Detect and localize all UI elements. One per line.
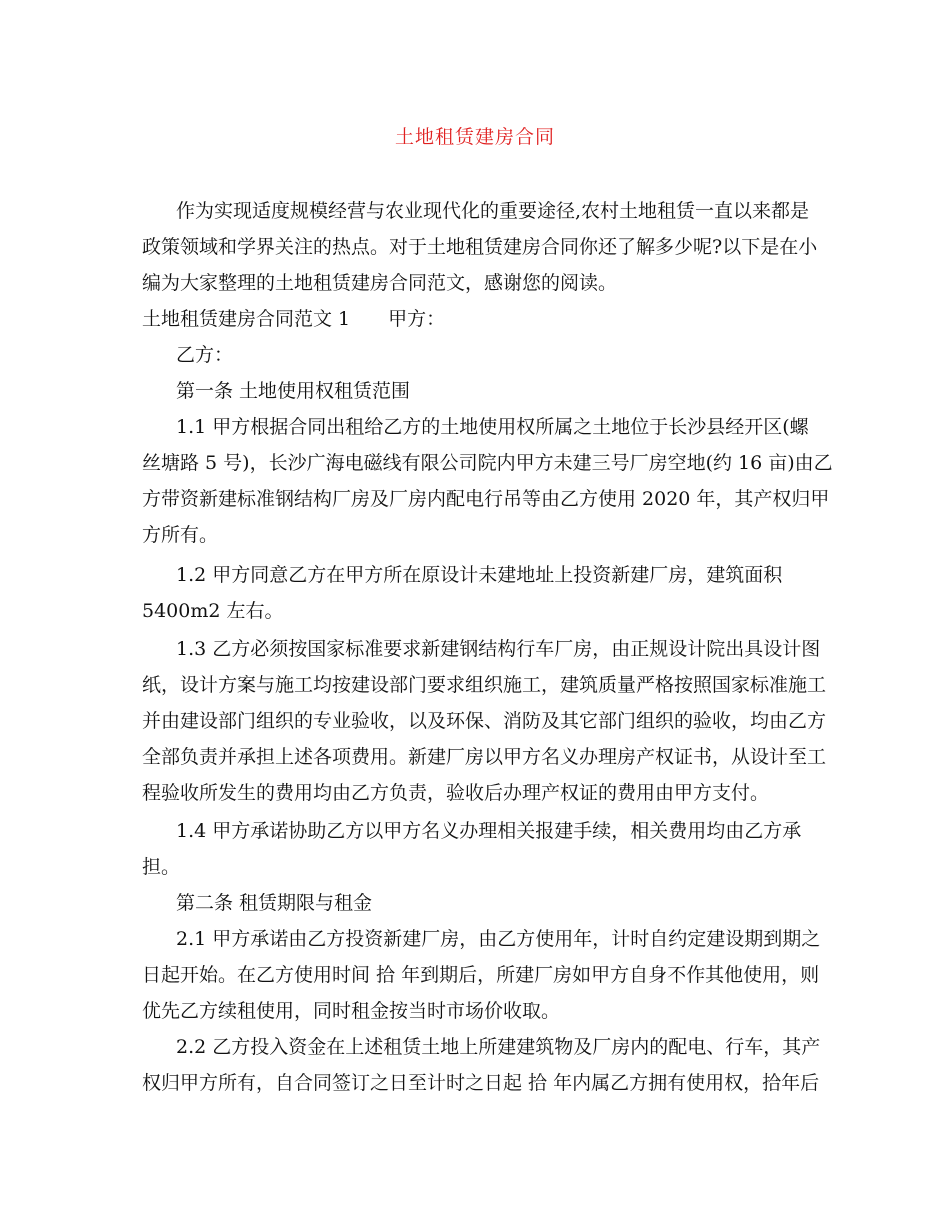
party-b-line: 乙方：	[176, 344, 234, 366]
paragraph-line: 优先乙方续租使用，同时租金按当时市场价收取。	[142, 1000, 561, 1022]
paragraph-line: 1.2 甲方同意乙方在甲方所在原设计未建地址上投资新建厂房，建筑面积	[176, 564, 783, 586]
paragraph-line: 丝塘路 5 号)，长沙广海电磁线有限公司院内甲方未建三号厂房空地(约 16 亩)由乙	[142, 452, 833, 474]
document-title: 土地租赁建房合同	[394, 126, 555, 148]
article-heading: 第二条 租赁期限与租金	[176, 892, 373, 914]
paragraph-line: 权归甲方所有，自合同签订之日至计时之日起 拾 年内属乙方拥有使用权，拾年后	[142, 1072, 820, 1094]
article-heading: 第一条 土地使用权租赁范围	[176, 380, 411, 402]
paragraph-line: 编为大家整理的土地租赁建房合同范文，感谢您的阅读。	[142, 272, 618, 294]
paragraph-line: 方带资新建标准钢结构厂房及厂房内配电行吊等由乙方使用 2020 年，其产权归甲	[142, 488, 830, 510]
paragraph-line: 1.3 乙方必须按国家标准要求新建钢结构行车厂房，由正规设计院出具设计图	[176, 638, 821, 660]
paragraph-line: 纸，设计方案与施工均按建设部门要求组织施工，建筑质量严格按照国家标准施工	[142, 674, 827, 696]
section-heading-line: 土地租赁建房合同范文 1 甲方：	[142, 308, 446, 330]
paragraph-line: 方所有。	[142, 524, 219, 546]
paragraph-line: 1.1 甲方根据合同出租给乙方的土地使用权所属之土地位于长沙县经开区(螺	[176, 416, 809, 438]
paragraph-line: 5400m2 左右。	[142, 600, 284, 622]
paragraph-line: 日起开始。在乙方使用时间 拾 年到期后，所建厂房如甲方自身不作其他使用，则	[142, 964, 820, 986]
paragraph-line: 并由建设部门组织的专业验收，以及环保、消防及其它部门组织的验收，均由乙方	[142, 710, 827, 732]
paragraph-line: 担。	[142, 856, 181, 878]
paragraph-line: 政策领域和学界关注的热点。对于土地租赁建房合同你还了解多少呢?以下是在小	[142, 236, 818, 258]
paragraph-line: 1.4 甲方承诺协助乙方以甲方名义办理相关报建手续，相关费用均由乙方承	[176, 820, 802, 842]
paragraph-line: 程验收所发生的费用均由乙方负责，验收后办理产权证的费用由甲方支付。	[142, 782, 770, 804]
paragraph-line: 全部负责并承担上述各项费用。新建厂房以甲方名义办理房产权证书，从设计至工	[142, 746, 827, 768]
paragraph-line: 2.2 乙方投入资金在上述租赁土地上所建建筑物及厂房内的配电、行车，其产	[176, 1036, 821, 1058]
paragraph-line: 作为实现适度规模经营与农业现代化的重要途径,农村土地租赁一直以来都是	[176, 200, 810, 222]
paragraph-line: 2.1 甲方承诺由乙方投资新建厂房，由乙方使用年，计时自约定建设期到期之	[176, 928, 821, 950]
